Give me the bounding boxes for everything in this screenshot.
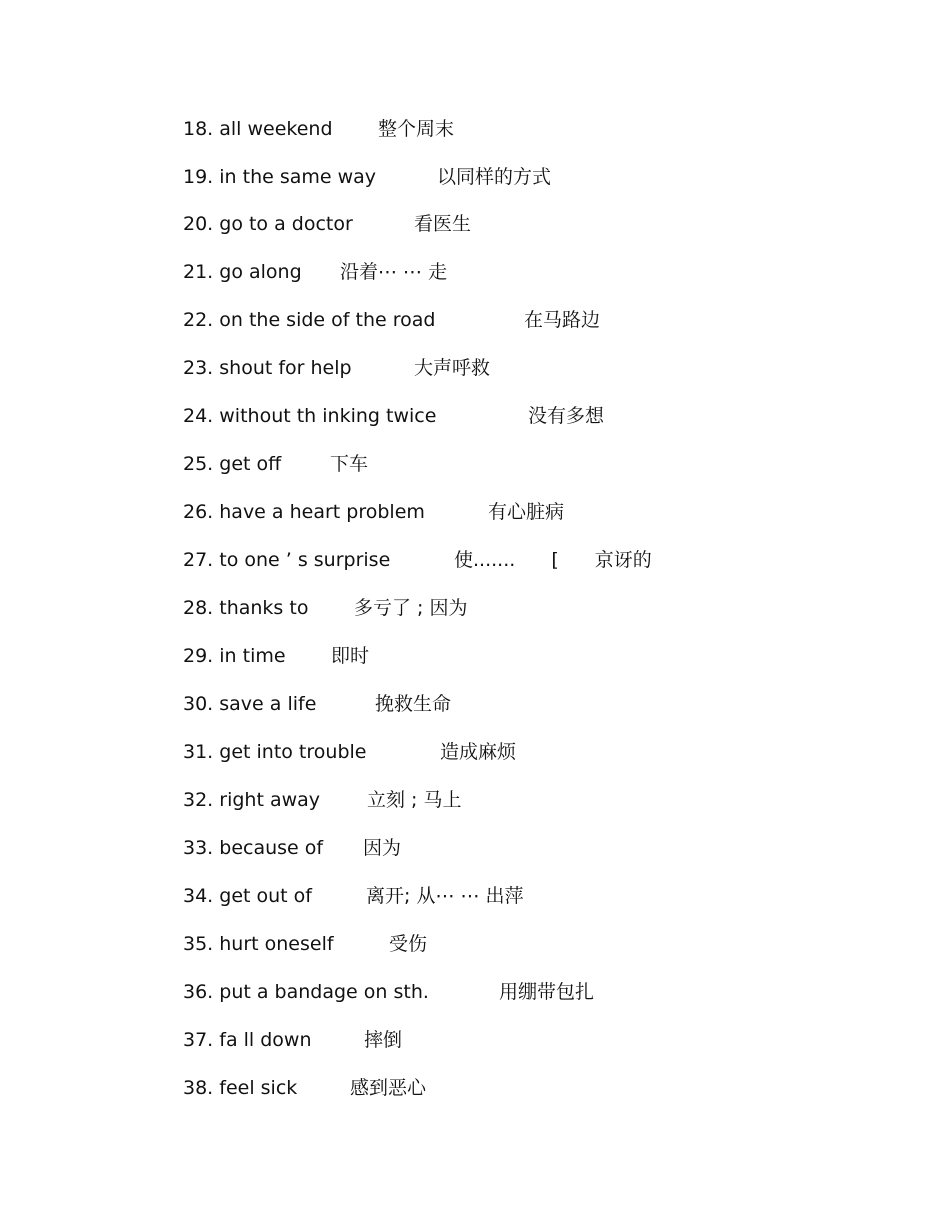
phrase-english: 21. go along (183, 261, 302, 283)
phrase-english: 19. in the same way (183, 166, 377, 188)
phrase-chinese: 感到恶心 (350, 1077, 427, 1099)
phrase-english: 29. in time (183, 645, 286, 667)
phrase-chinese: 离开; 从⋯ ⋯ 出萍 (366, 885, 524, 907)
phrase-english: 23. shout for help (183, 357, 352, 379)
phrase-chinese: 以同样的方式 (437, 166, 552, 188)
phrase-english: 36. put a bandage on sth. (183, 981, 429, 1003)
phrase-chinese: 受伤 (389, 933, 428, 955)
phrase-chinese: 看医生 (414, 213, 472, 235)
phrase-english: 33. because of (183, 837, 324, 859)
phrase-chinese: 有心脏病 (488, 501, 565, 523)
phrase-english: 32. right away (183, 789, 321, 811)
phrase-chinese: 用绷带包扎 (499, 981, 595, 1003)
phrase-english: 30. save a life (183, 693, 317, 715)
phrase-chinese: 大声呼救 (414, 357, 491, 379)
phrase-chinese: 摔倒 (364, 1029, 403, 1051)
phrase-english: 22. on the side of the road (183, 309, 436, 331)
phrase-chinese: 多亏了 ; 因为 (354, 597, 468, 619)
phrase-english: 37. fa ll down (183, 1029, 312, 1051)
phrase-chinese: 没有多想 (528, 405, 605, 427)
phrase-english: 27. to one ’ s surprise (183, 549, 391, 571)
phrase-chinese: 因为 (363, 837, 402, 859)
phrase-english: 25. get off (183, 453, 282, 475)
phrase-english: 34. get out of (183, 885, 312, 907)
phrase-chinese: 造成麻烦 (440, 741, 517, 763)
phrase-chinese: 沿着⋯ ⋯ 走 (340, 261, 448, 283)
phrase-english: 26. have a heart problem (183, 501, 425, 523)
phrase-english: 18. all weekend (183, 118, 333, 140)
phrase-english: 31. get into trouble (183, 741, 367, 763)
phrase-english: 20. go to a doctor (183, 213, 353, 235)
phrase-chinese: 使....... [ 京讶的 (454, 549, 652, 571)
phrase-chinese: 在马路边 (524, 309, 601, 331)
phrase-english: 38. feel sick (183, 1077, 298, 1099)
phrase-chinese: 即时 (331, 645, 370, 667)
phrase-chinese: 立刻 ; 马上 (367, 789, 462, 811)
phrase-chinese: 整个周末 (378, 118, 455, 140)
phrase-english: 28. thanks to (183, 597, 309, 619)
phrase-chinese: 下车 (330, 453, 369, 475)
phrase-english: 35. hurt oneself (183, 933, 334, 955)
phrase-chinese: 挽救生命 (375, 693, 452, 715)
phrase-english: 24. without th inking twice (183, 405, 437, 427)
